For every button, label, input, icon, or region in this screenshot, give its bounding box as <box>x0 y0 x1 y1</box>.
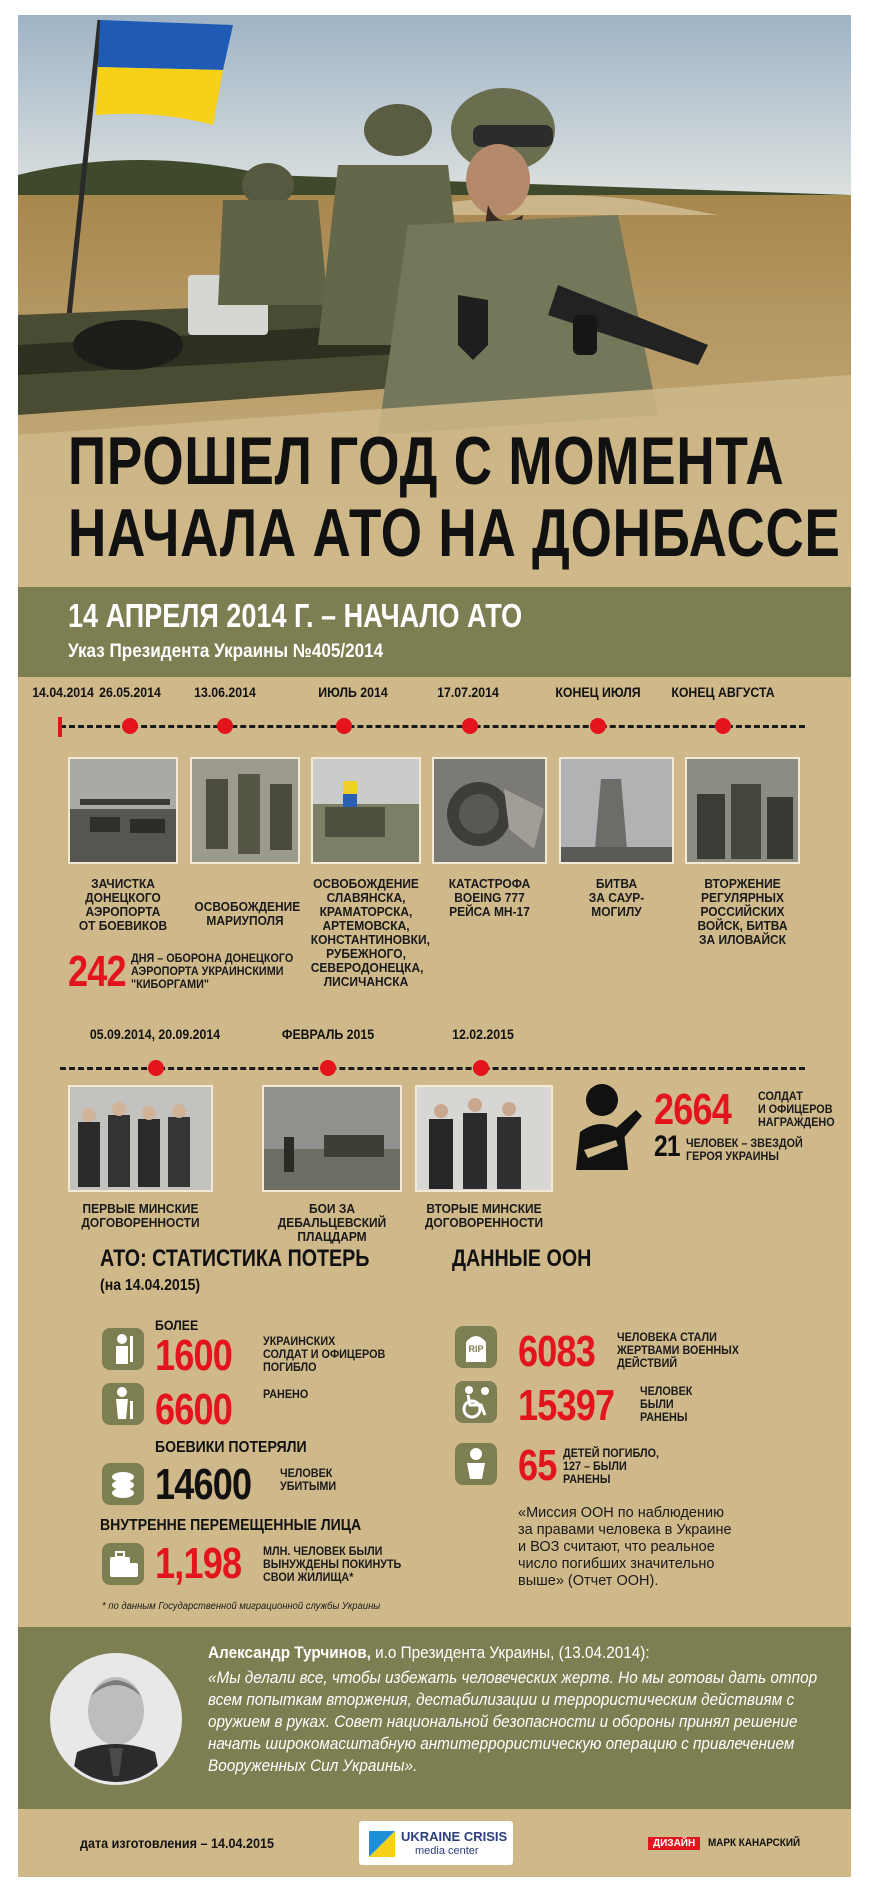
slavyansk-photo <box>311 757 421 864</box>
event-caption: ОСВОБОЖДЕНИЕ МАРИУПОЛЯ <box>194 899 301 928</box>
mh17-crash-photo <box>432 757 547 864</box>
ilovaisk-photo <box>685 757 800 864</box>
militants-heading: БОЕВИКИ ПОТЕРЯЛИ <box>155 1439 307 1456</box>
saur-mogila-photo <box>559 757 674 864</box>
airport-days-number: 242 <box>68 947 126 996</box>
footer <box>18 1809 851 1877</box>
event-caption: ВТОРЖЕНИЕ РЕГУЛЯРНЫХ РОССИЙСКИХ ВОЙСК, БИТВА ЗА ИЛОВАЙСК <box>697 876 788 947</box>
killed-more-label: БОЛЕЕ <box>155 1317 199 1333</box>
quote-author-name: Александр Турчинов, <box>208 1643 371 1662</box>
hero-photo <box>18 15 851 585</box>
heroes-number: 21 <box>654 1130 680 1163</box>
timeline-dot <box>336 718 352 734</box>
soldier-icon <box>102 1328 144 1370</box>
mariupol-photo <box>190 757 300 864</box>
footnote: * по данным Государственной миграционной службы Украины <box>102 1600 381 1612</box>
event-caption: БИТВА ЗА САУР- МОГИЛУ <box>588 876 645 919</box>
hero-title-line2: НАЧАЛА АТО НА ДОНБАССЕ <box>68 495 841 571</box>
timeline-date: ФЕВРАЛЬ 2015 <box>281 1026 375 1042</box>
timeline-date: КОНЕЦ ИЮЛЯ <box>555 684 641 700</box>
timeline-line <box>60 1067 805 1070</box>
wheelchair-icon <box>455 1381 497 1423</box>
production-date: дата изготовления – 14.04.2015 <box>80 1835 275 1851</box>
timeline-dot <box>122 718 138 734</box>
logo-mark-icon <box>367 1829 397 1859</box>
un-title: ДАННЫЕ ООН <box>452 1245 592 1272</box>
un-wounded-number: 15397 <box>518 1381 615 1430</box>
design-badge: ДИЗАЙН <box>648 1837 700 1850</box>
timeline-date: 17.07.2014 <box>437 684 499 700</box>
event-caption: ОСВОБОЖДЕНИЕ СЛАВЯНСКА, КРАМАТОРСКА, АРТЕМОВСКА, КОНСТАНТИНОВКИ, РУБЕЖНОГО, СЕВЕРОДОНЕЦКА, ЛИСИЧАНСКА <box>310 876 430 989</box>
timeline-dot <box>148 1060 164 1076</box>
event-caption: ВТОРЫЕ МИНСКИЕ ДОГОВОРЕННОСТИ <box>424 1201 544 1230</box>
suitcase-icon <box>102 1543 144 1585</box>
heroes-note: ЧЕЛОВЕК – ЗВЕЗДОЙ ГЕРОЯ УКРАИНЫ <box>686 1136 803 1163</box>
awarded-number: 2664 <box>654 1085 731 1134</box>
banner-title: 14 АПРЕЛЯ 2014 Г. – НАЧАЛО АТО <box>68 597 523 634</box>
event-caption: КАТАСТРОФА BOEING 777 РЕЙСА МН-17 <box>448 876 531 919</box>
awarded-note: СОЛДАТ И ОФИЦЕРОВ НАГРАЖДЕНО <box>758 1089 835 1129</box>
quote-text: «Мы делали все, чтобы избежать человеческих жертв. Но мы готовы дать отпор всем попыткам вторжения, дестабилизации и террористическим действиям с оружием в руках. Совет национальной безопасности и обороны принял решение начать широкомасштабную антитеррористическую операцию с привлечением Вооруженных Сил Украины». <box>208 1668 818 1775</box>
losses-title: АТО: СТАТИСТИКА ПОТЕРЬ <box>100 1245 370 1272</box>
timeline-date: 12.02.2015 <box>452 1026 514 1042</box>
idp-note: МЛН. ЧЕЛОВЕК БЫЛИ ВЫНУЖДЕНЫ ПОКИНУТЬ СВОИ ЖИЛИЩА* <box>263 1544 402 1584</box>
minsk2-photo <box>415 1085 553 1192</box>
logo-line2: media center <box>415 1845 479 1857</box>
un-victims-number: 6083 <box>518 1327 595 1376</box>
timeline-dot <box>320 1060 336 1076</box>
wounded-note: РАНЕНО <box>263 1387 309 1401</box>
ukraine-crisis-logo <box>359 1821 513 1865</box>
turchynov-portrait <box>50 1653 182 1785</box>
timeline-dot <box>590 718 606 734</box>
event-caption: ЗАЧИСТКА ДОНЕЦКОГО АЭРОПОРТА ОТ БОЕВИКОВ <box>78 876 168 933</box>
idp-number: 1,198 <box>155 1539 242 1588</box>
militants-number: 14600 <box>155 1460 252 1509</box>
turchynov-quote <box>18 1627 851 1809</box>
hero-title <box>68 425 841 569</box>
un-victims-note: ЧЕЛОВЕКА СТАЛИ ЖЕРТВАМИ ВОЕННЫХ ДЕЙСТВИЙ <box>617 1330 739 1370</box>
timeline-dot <box>217 718 233 734</box>
timeline-dot <box>462 718 478 734</box>
start-banner <box>18 587 851 677</box>
un-children-number: 65 <box>518 1441 557 1490</box>
designer-name: МАРК КАНАРСКИЙ <box>708 1837 801 1849</box>
quote-author-role: и.о Президента Украины, (13.04.2014): <box>370 1643 650 1662</box>
wounded-number: 6600 <box>155 1385 232 1434</box>
wounded-icon <box>102 1383 144 1425</box>
un-wounded-note: ЧЕЛОВЕК БЫЛИ РАНЕНЫ <box>640 1384 693 1424</box>
event-caption: БОИ ЗА ДЕБАЛЬЦЕВСКИЙ ПЛАЦДАРМ <box>277 1201 387 1244</box>
timeline-date: 05.09.2014, 20.09.2014 <box>89 1026 221 1042</box>
airport-days-note: ДНЯ – ОБОРОНА ДОНЕЦКОГО АЭРОПОРТА УКРАИНСКИМИ "КИБОРГАМИ" <box>131 951 294 991</box>
timeline-line <box>60 725 805 728</box>
child-icon <box>455 1443 497 1485</box>
timeline-date: ИЮЛЬ 2014 <box>318 684 388 700</box>
quote-author <box>208 1643 650 1663</box>
rip-icon <box>455 1326 497 1368</box>
killed-note: УКРАИНСКИХ СОЛДАТ И ОФИЦЕРОВ ПОГИБЛО <box>263 1334 386 1374</box>
timeline-date: 26.05.2014 <box>99 684 161 700</box>
un-quote: «Миссия ООН по наблюдению за правами человека в Украине и ВОЗ считают, что реальное число погибших значительно выше» (Отчет ООН). <box>518 1505 732 1589</box>
event-caption: ПЕРВЫЕ МИНСКИЕ ДОГОВОРЕННОСТИ <box>81 1201 200 1230</box>
timeline-date: КОНЕЦ АВГУСТА <box>671 684 775 700</box>
logo-line1: UKRAINE CRISIS <box>401 1829 508 1844</box>
timeline-start-marker <box>58 717 62 737</box>
losses-date: (на 14.04.2015) <box>100 1277 201 1294</box>
timeline-dot <box>715 718 731 734</box>
coffin-icon <box>102 1463 144 1505</box>
minsk1-photo <box>68 1085 213 1192</box>
timeline-date: 13.06.2014 <box>194 684 256 700</box>
airport-photo <box>68 757 178 864</box>
timeline-date: 14.04.2014 <box>32 684 94 700</box>
killed-number: 1600 <box>155 1331 232 1380</box>
militants-note: ЧЕЛОВЕК УБИТЫМИ <box>280 1466 337 1493</box>
hero-title-line1: ПРОШЕЛ ГОД С МОМЕНТА <box>68 423 785 499</box>
un-children-note: ДЕТЕЙ ПОГИБЛО, 127 – БЫЛИ РАНЕНЫ <box>563 1446 659 1486</box>
rip-label: RIP <box>468 1344 484 1354</box>
idp-heading: ВНУТРЕННЕ ПЕРЕМЕЩЕННЫЕ ЛИЦА <box>100 1517 362 1534</box>
saluting-soldier-icon <box>566 1080 646 1170</box>
debaltseve-photo <box>262 1085 402 1192</box>
infographic <box>18 15 851 1877</box>
banner-subtitle: Указ Президента Украины №405/2014 <box>68 641 384 662</box>
timeline-dot <box>473 1060 489 1076</box>
